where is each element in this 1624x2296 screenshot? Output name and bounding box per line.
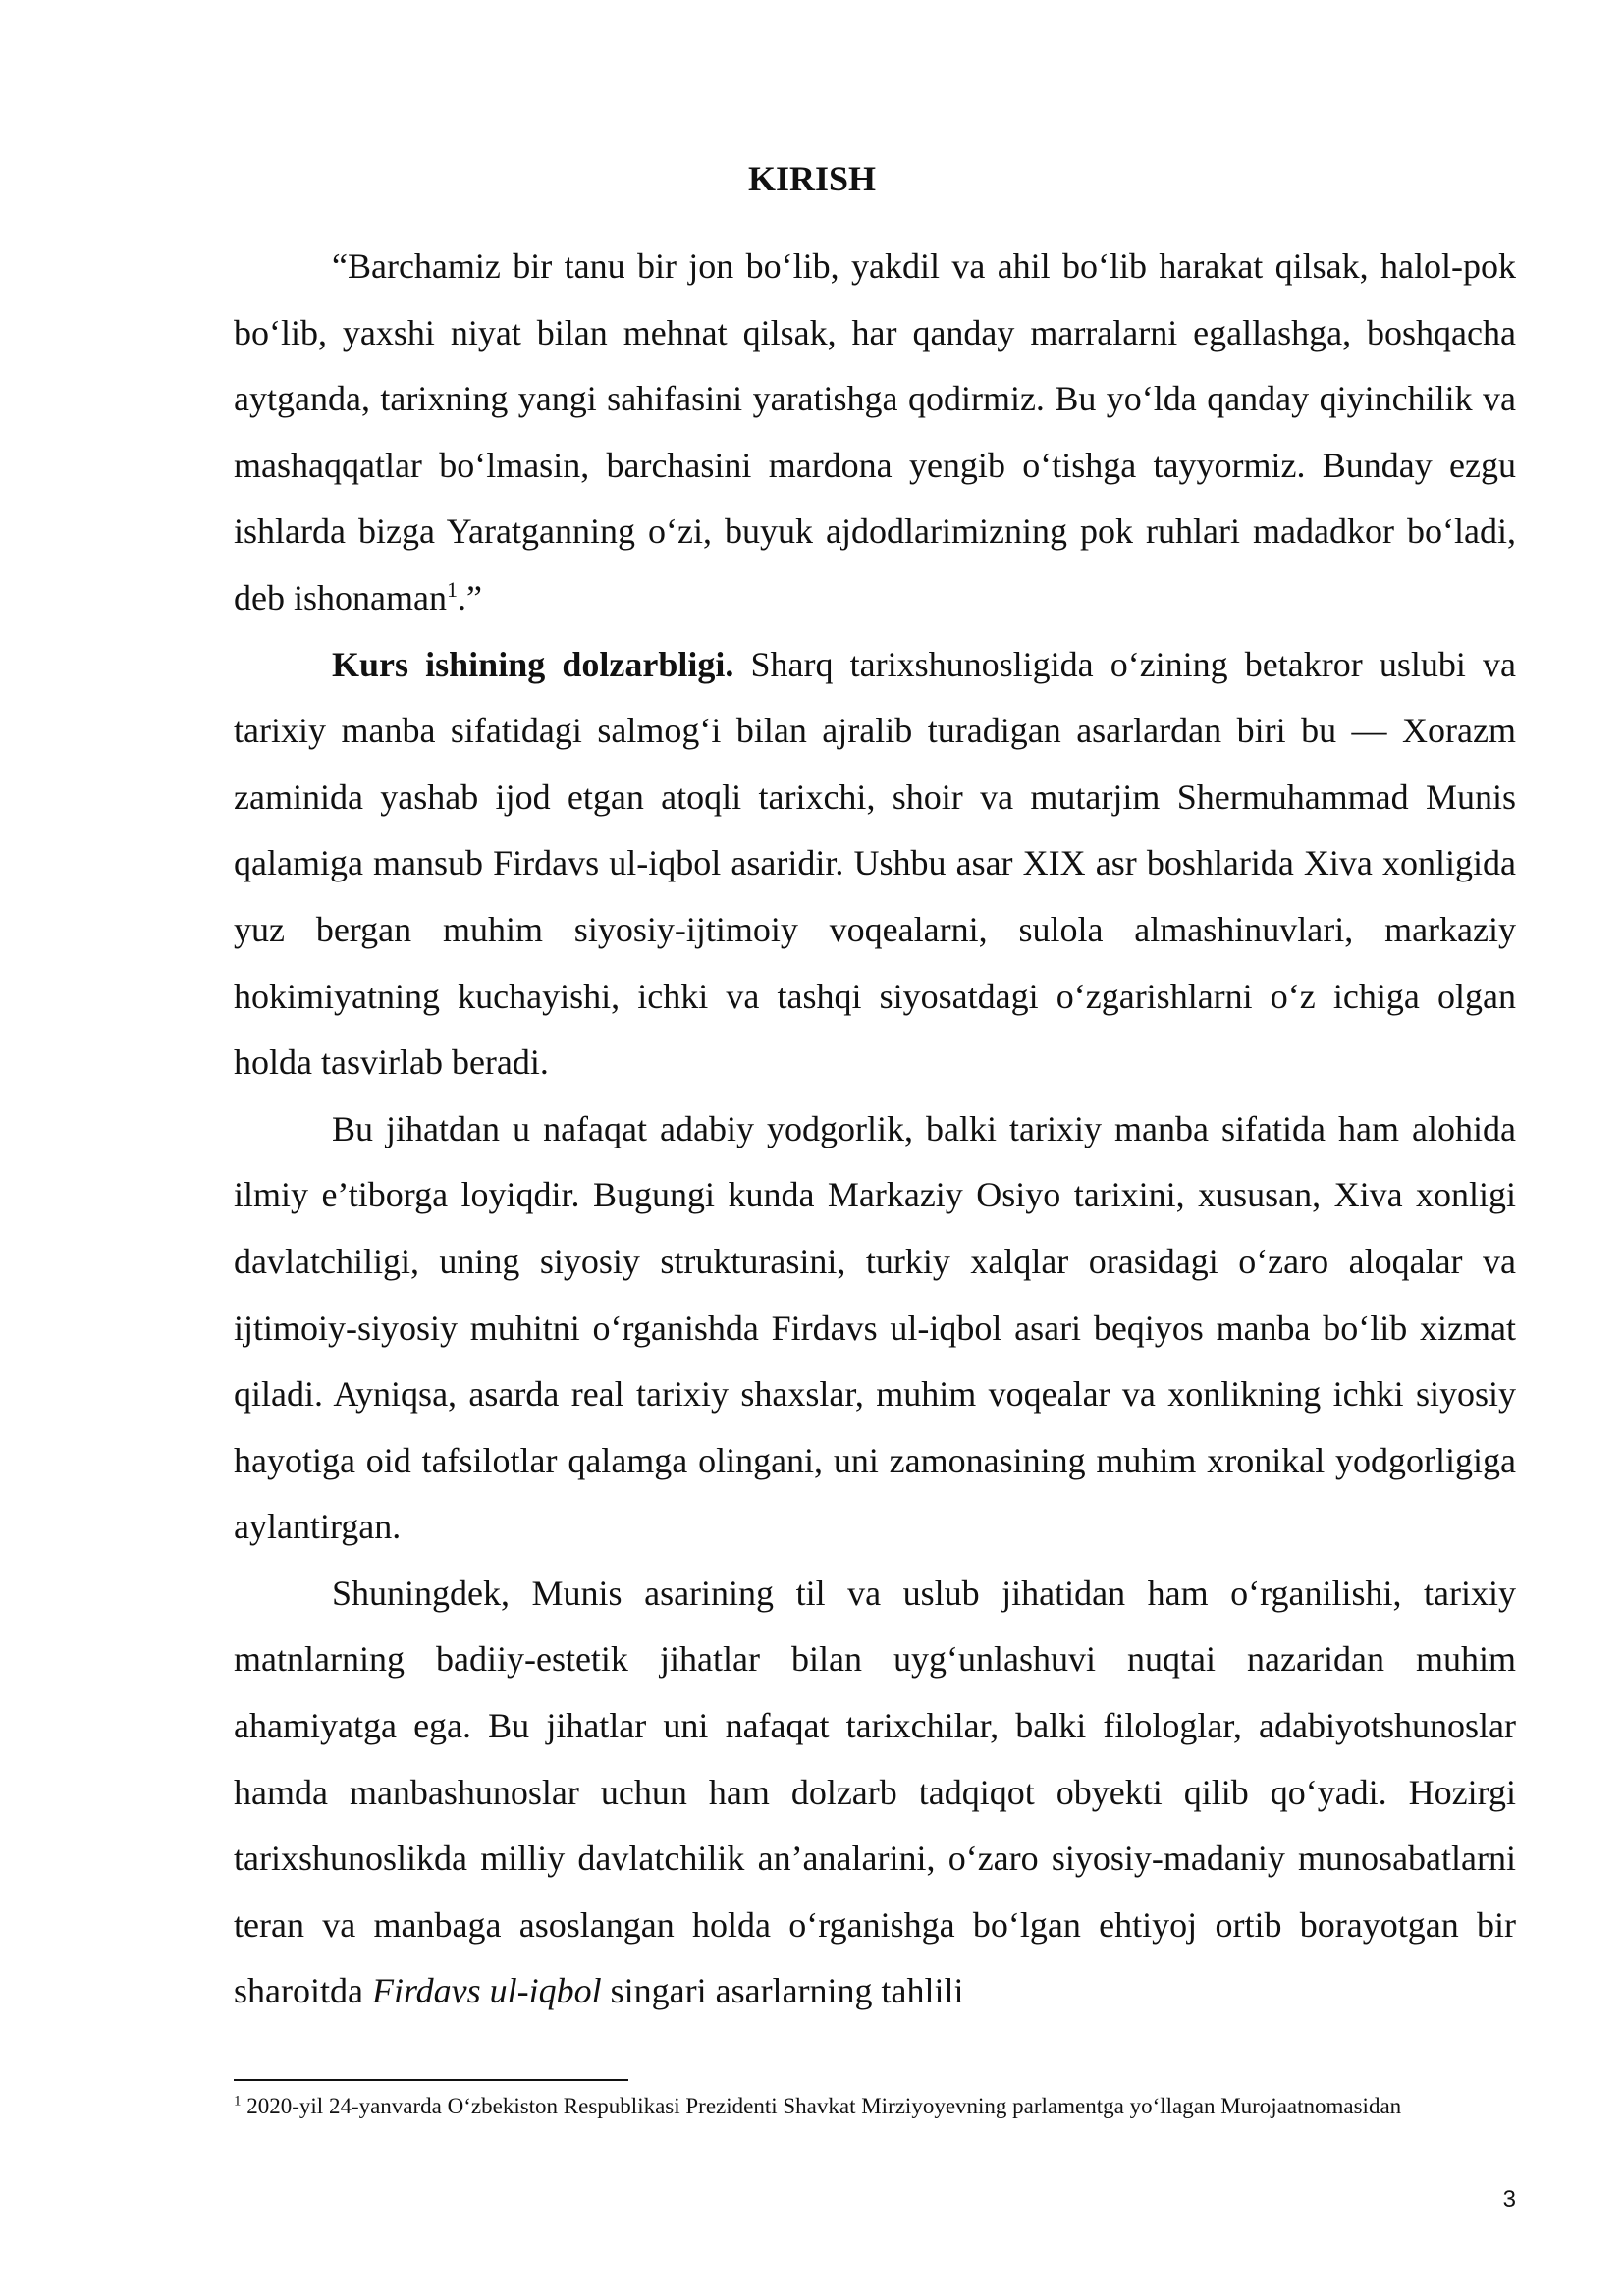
page-number: 3 <box>1502 2186 1516 2213</box>
paragraph-language-style <box>234 1561 1516 2025</box>
paragraph-3-text: Shuningdek, Munis asarining til va uslub jihatidan ham o‘rganilishi, tarixiy matnlarning badiiy-estetik jihatlar bilan uyg‘unlashuvi nuqtai nazaridan muhim ahamiyatga ega. Bu jihatlar uni nafaqat tarixchilar, balki filologlar, adabiyotshunoslar hamda manbashunoslar uchun ham dolzarb tadqiqot obyekti qilib qo‘yadi. Hozirgi tarixshunoslikda milliy davlatchilik an’analarini, o‘zaro siyosiy-madaniy munosabatlarni teran va manbaga asoslangan holda o‘rganishga bo‘lgan ehtiyoj ortib borayotgan bir sharoitda <box>234 1573 1516 2011</box>
main-text <box>234 234 1516 2025</box>
relevance-paragraph <box>234 632 1516 1096</box>
paragraph-3-continuation: singari asarlarning tahlili <box>601 1971 964 2011</box>
footnote-reference[interactable]: 1 <box>446 576 458 602</box>
relevance-heading: Kurs ishining dolzarbligi. <box>332 644 734 684</box>
epigraph-quote-paragraph <box>234 234 1516 632</box>
footnote-mark: 1 <box>234 2093 242 2109</box>
paragraph-source-value: Bu jihatdan u nafaqat adabiy yodgorlik, balki tarixiy manba sifatida ham alohida ilmiy e’tiborga loyiqdir. Bugungi kunda Markaziy Osiyo tarixini, xususan, Xiva xonligi davlatchiligi, uning siyosiy strukturasini, turkiy xalqlar orasidagi o‘zaro aloqalar va ijtimoiy-siyosiy muhitni o‘rganishda Firdavs ul-iqbol asari beqiyos manba bo‘lib xizmat qiladi. Ayniqsa, asarda real tarixiy shaxslar, muhim voqealar va xonlikning ichki siyosiy hayotiga oid tafsilotlar qalamga olingani, uni zamonasining muhim xronikal yodgorligiga aylantirgan. <box>234 1108 1516 1547</box>
footnote-text: 2020-yil 24-yanvarda O‘zbekiston Respublikasi Prezidenti Shavkat Mirziyoyevning parlamentga yo‘llagan Murojaatnomasidan <box>241 2094 1402 2118</box>
quote-text: “Barchamiz bir tanu bir jon bo‘lib, yakdil va ahil bo‘lib harakat qilsak, halol-pok bo‘lib, yaxshi niyat bilan mehnat qilsak, har qanday marralarni egallashga, boshqacha aytganda, tarixning yangi sahifasini yaratishga qodirmiz. Bu yo‘lda qanday qiyinchilik va mashaqqatlar bo‘lmasin, barchasini mardona yengib o‘tishga tayyormiz. Bunday ezgu ishlarda bizga Yaratganning o‘zi, buyuk ajdodlarimizning pok ruhlari madadkor bo‘ladi, deb ishonaman <box>234 246 1516 617</box>
chapter-title: KIRISH <box>747 159 877 198</box>
work-title-italic: Firdavs ul-iqbol <box>371 1971 602 2011</box>
relevance-text: Sharq tarixshunosligida o‘zining betakror uslubi va tarixiy manba sifatidagi salmog‘i bilan ajralib turadigan asarlardan biri bu — Xorazm zaminida yashab ijod etgan atoqli tarixchi, shoir va mutarjim Shermuhammad Munis qalamiga mansub Firdavs ul-iqbol asaridir. Ushbu asar XIX asr boshlarida Xiva xonligida yuz bergan muhim siyosiy-ijtimoiy voqealarni, sulola almashinuvlari, markaziy hokimiyatning kuchayishi, ichki va tashqi siyosatdagi o‘zgarishlarni o‘z ichiga olgan holda tasvirlab beradi. <box>234 644 1516 1083</box>
footnote <box>234 2091 1516 2122</box>
quote-closing: .” <box>457 577 482 617</box>
footnote-separator <box>234 2079 628 2081</box>
